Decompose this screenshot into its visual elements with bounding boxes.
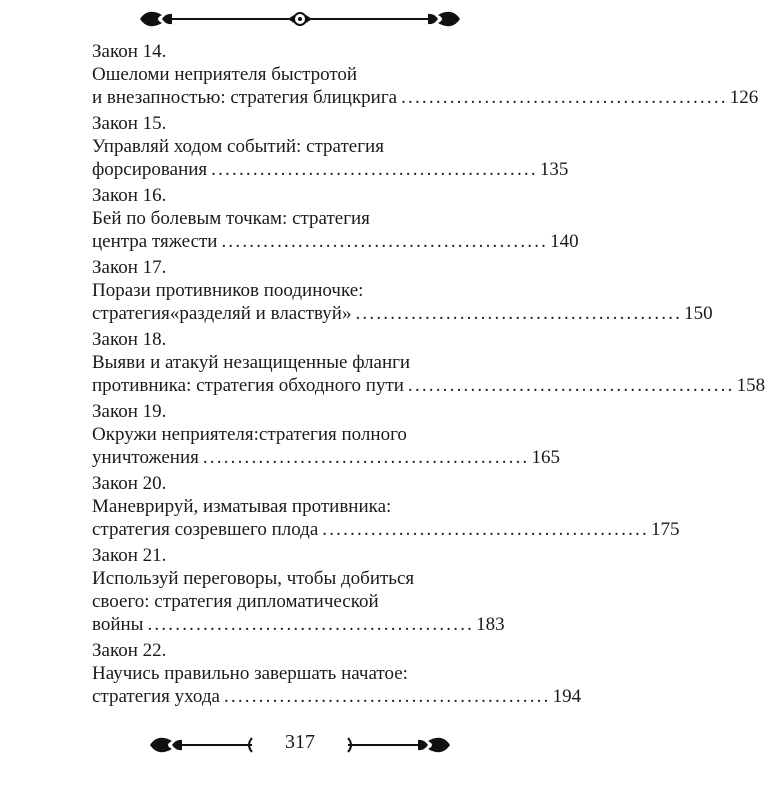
toc-entry (92, 639, 582, 708)
law-label: Закон 15. (92, 113, 167, 134)
entry-title-line: форсирования (92, 159, 208, 180)
entry-title-line: и внезапностью: стратегия блицкрига (92, 87, 398, 108)
entry-last-line (92, 302, 713, 325)
dot-leader: ............................................... (322, 519, 649, 540)
entry-title-line: центра тяжести (92, 231, 218, 252)
entry-last-line (92, 158, 569, 181)
law-label: Закон 22. (92, 640, 167, 661)
page-ref: 135 (539, 159, 569, 180)
law-label: Закон 18. (92, 329, 167, 350)
page-ref: 158 (736, 375, 765, 396)
entry-last-line (92, 446, 561, 469)
entry-last-line (92, 230, 579, 253)
law-label: Закон 21. (92, 545, 167, 566)
entry-title-line: Ошеломи неприятеля быстротой (92, 64, 358, 85)
table-of-contents (92, 40, 765, 711)
entry-title-line: Научись правильно завершать начатое: (92, 663, 408, 684)
page-ref: 150 (684, 303, 713, 324)
toc-entry (92, 40, 759, 109)
law-label: Закон 20. (92, 473, 167, 494)
law-label: Закон 14. (92, 41, 167, 62)
page-ref: 183 (476, 614, 505, 635)
law-label: Закон 19. (92, 401, 167, 422)
toc-entry (92, 400, 561, 469)
dot-leader: ............................................... (147, 614, 475, 635)
entry-title-line: Используй переговоры, чтобы добиться (92, 568, 415, 589)
entry-title-line: уничтожения (92, 447, 199, 468)
entry-title-line: стратегия ухода (92, 686, 220, 707)
law-label: Закон 16. (92, 185, 167, 206)
entry-last-line (92, 374, 765, 397)
entry-last-line (92, 685, 582, 708)
entry-title-line: Выяви и атакуй незащищенные фланги (92, 352, 411, 373)
entry-title-line: Бей по болевым точкам: стратегия (92, 208, 370, 229)
dot-leader: ............................................... (401, 87, 728, 108)
toc-entry (92, 256, 713, 325)
page-ref: 194 (552, 686, 582, 707)
entry-title-line: стратегия«разделяй и властвуй» (92, 303, 352, 324)
dot-leader: ............................................... (221, 231, 549, 252)
entry-title-line: Порази противников поодиночке: (92, 280, 364, 301)
toc-entry (92, 184, 579, 253)
dot-leader: ............................................... (407, 375, 735, 396)
entry-title-line: Окружи неприятеля:стратегия полного (92, 424, 407, 445)
entry-title-line: войны (92, 614, 144, 635)
toc-entry (92, 112, 569, 181)
entry-title-line: Управляй ходом событий: стратегия (92, 136, 384, 157)
top-ornament-icon (0, 0, 600, 40)
dot-leader: ............................................... (223, 686, 551, 707)
page-ref: 175 (650, 519, 680, 540)
entry-last-line (92, 86, 759, 109)
page-number: 317 (285, 731, 315, 753)
entry-title-line: противника: стратегия обходного пути (92, 375, 404, 396)
page-ref: 165 (531, 447, 561, 468)
entry-last-line (92, 613, 505, 636)
toc-entry (92, 328, 765, 397)
page-ref: 126 (729, 87, 759, 108)
entry-last-line (92, 518, 680, 541)
dot-leader: ............................................... (202, 447, 530, 468)
dot-leader: ............................................... (355, 303, 683, 324)
law-label: Закон 17. (92, 257, 167, 278)
toc-entry (92, 472, 680, 541)
dot-leader: ............................................... (211, 159, 538, 180)
entry-title-line: Маневрируй, изматывая противника: (92, 496, 392, 517)
entry-title-line: стратегия созревшего плода (92, 519, 319, 540)
toc-entry (92, 544, 505, 636)
entry-title-line: своего: стратегия дипломатической (92, 591, 379, 612)
page-ref: 140 (550, 231, 579, 252)
